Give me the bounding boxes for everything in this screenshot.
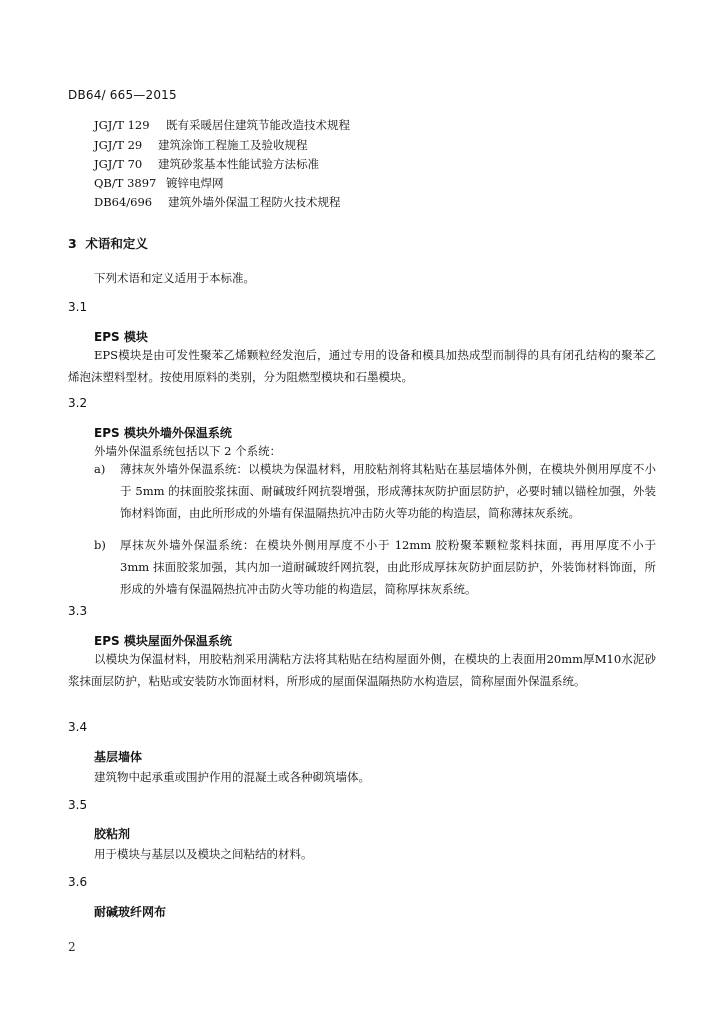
reference-title: 建筑外墙外保温工程防火技术规程 [168,195,341,209]
term-definition: 用于模块与基层以及模块之间粘结的材料。 [94,847,313,861]
reference-code: QB/T 3897 [94,176,157,190]
list-marker: b) [94,538,106,552]
list-marker: a) [94,462,106,476]
term-definition: EPS模块是由可发性聚苯乙烯颗粒经发泡后，通过专用的设备和模具加热成型而制得的具有闭孔结构的聚苯乙烯泡沫塑料型材。按使用原料的类别，分为阻燃型模块和石墨模块。 [68,348,656,384]
reference-code: JGJ/T 29 [94,138,143,152]
term-number: 3.3 [68,604,88,618]
section-number: 3 [68,236,77,251]
reference-item [94,138,308,152]
term-lead: 外墙外保温系统包括以下 2 个系统： [94,444,282,458]
term-name: EPS 模块 [94,330,148,344]
reference-item [94,157,319,171]
term-number: 3.1 [68,300,88,314]
reference-title: 镀锌电焊网 [166,176,224,190]
reference-item [94,176,224,190]
reference-code: DB64/696 [94,195,153,209]
list-item-text: 薄抹灰外墙外保温系统：以模块为保温材料，用胶粘剂将其粘贴在基层墙体外侧，在模块外侧用厚度不小于 5mm 的抹面胶浆抹面、耐碱玻纤网抗裂增强，形成薄抹灰防护面层防护，必要时辅以锚栓加强，外装饰材料饰面，由此所形成的外墙有保温隔热抗冲击防火等功能的构造层，简称薄抹灰系统。 [120,462,656,520]
term-number: 3.2 [68,396,88,410]
reference-title: 建筑涂饰工程施工及验收规程 [158,138,308,152]
term-definition: 以模块为保温材料，用胶粘剂采用满粘方法将其粘贴在结构屋面外侧，在模块的上表面用20mm厚M10水泥砂浆抹面层防护，粘贴或安装防水饰面材料，所形成的屋面保温隔热防水构造层，简称屋面外保温系统。 [68,652,656,688]
section-intro: 下列术语和定义适用于本标准。 [94,271,255,285]
reference-code: JGJ/T 70 [94,157,143,171]
term-name: 耐碱玻纤网布 [94,905,167,919]
reference-item [94,195,341,209]
term-name: 基层墙体 [94,750,143,764]
reference-title: 建筑砂浆基本性能试验方法标准 [158,157,319,171]
list-item-text: 厚抹灰外墙外保温系统：在模块外侧用厚度不小于 12mm 胶粉聚苯颗粒浆料抹面，再用厚度不小于 3mm 抹面胶浆加强，其内加一道耐碱玻纤网抗裂，由此形成厚抹灰防护面层防护，外装饰材料饰面，所形成的外墙有保温隔热抗冲击防火等功能的构造层，简称厚抹灰系统。 [120,538,656,596]
term-name: EPS 模块外墙外保温系统 [94,426,232,440]
term-number: 3.6 [68,875,88,889]
section-heading [68,234,148,252]
document-code-header: DB64/ 665—2015 [68,88,177,102]
reference-code: JGJ/T 129 [94,118,150,132]
term-definition: 建筑物中起承重或围护作用的混凝土或各种砌筑墙体。 [94,770,370,784]
list-item [94,458,656,524]
term-number: 3.5 [68,798,88,812]
list-item [94,534,656,600]
section-title: 术语和定义 [85,236,148,251]
reference-title: 既有采暖居住建筑节能改造技术规程 [166,118,350,132]
term-number: 3.4 [68,720,88,734]
reference-item [94,118,350,132]
term-name: EPS 模块屋面外保温系统 [94,634,232,648]
page-number: 2 [68,940,76,954]
term-name: 胶粘剂 [94,827,131,841]
